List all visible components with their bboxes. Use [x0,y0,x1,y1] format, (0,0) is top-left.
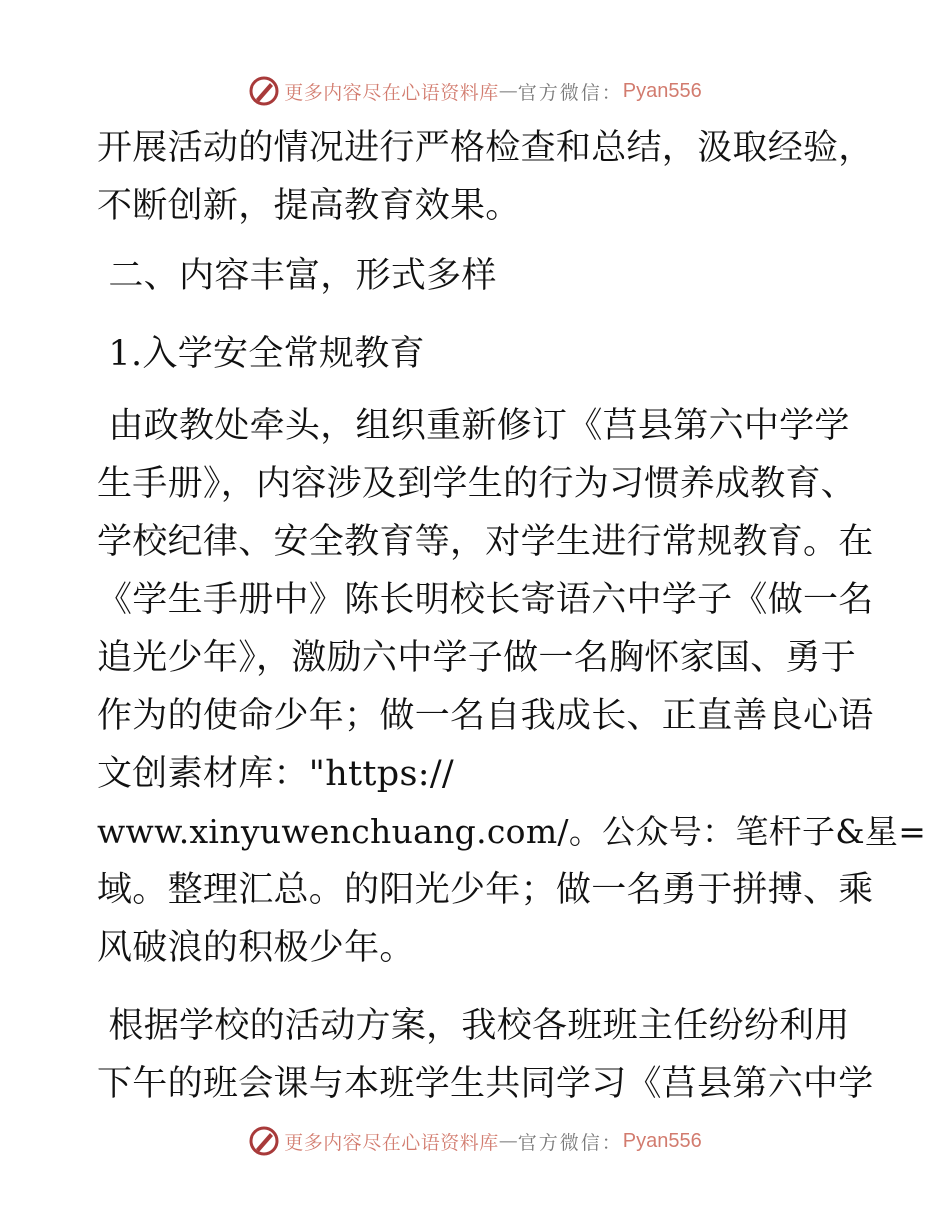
watermark-dash: — [498,1130,518,1152]
section-heading: 二、内容丰富，形式多样 [97,256,497,296]
paragraph-line: 生手册》，内容涉及到学生的行为习惯养成教育、 [97,464,857,504]
paragraph-line: 作为的使命少年；做一名自我成长、正直善良心语 [97,696,874,736]
paragraph-line: 域。整理汇总。的阳光少年；做一名勇于拼搏、乘 [97,870,874,910]
header-watermark [0,71,950,111]
paragraph-line: 学校纪律、安全教育等，对学生进行常规教育。在 [97,522,874,562]
watermark-wechat-id: Pyan556 [622,79,702,102]
pen-logo-icon [248,1125,280,1157]
watermark-wechat-id: Pyan556 [622,1129,702,1152]
pen-logo-icon [248,75,280,107]
subsection-heading: 1.入学安全常规教育 [97,334,425,374]
watermark-wechat-label: 官方微信： [517,1131,623,1154]
url-line: www.xinyuwenchuang.com/。公众号：笔杆子&星= [97,812,927,851]
footer-watermark [0,1121,950,1161]
paragraph-line: 根据学校的活动方案，我校各班班主任纷纷利用 [97,1006,850,1046]
paragraph-line: 文创素材库："https:// [97,754,455,794]
watermark-wechat-label: 官方微信： [517,81,623,104]
paragraph-line: 开展活动的情况进行严格检查和总结，汲取经验， [97,128,874,168]
watermark-main-text: 更多内容尽在心语资料库 [284,81,499,104]
paragraph-line: 由政教处牵头，组织重新修订《莒县第六中学学 [97,406,850,446]
paragraph-line: 追光少年》，激励六中学子做一名胸怀家国、勇于 [97,638,857,678]
paragraph-line: 风破浪的积极少年。 [97,928,415,968]
paragraph-line: 不断创新，提高教育效果。 [97,186,521,226]
watermark-dash: — [498,80,518,102]
watermark-main-text: 更多内容尽在心语资料库 [284,1131,499,1154]
paragraph-line: 《学生手册中》陈长明校长寄语六中学子《做一名 [97,580,874,620]
paragraph-line: 下午的班会课与本班学生共同学习《莒县第六中学 [97,1064,874,1104]
